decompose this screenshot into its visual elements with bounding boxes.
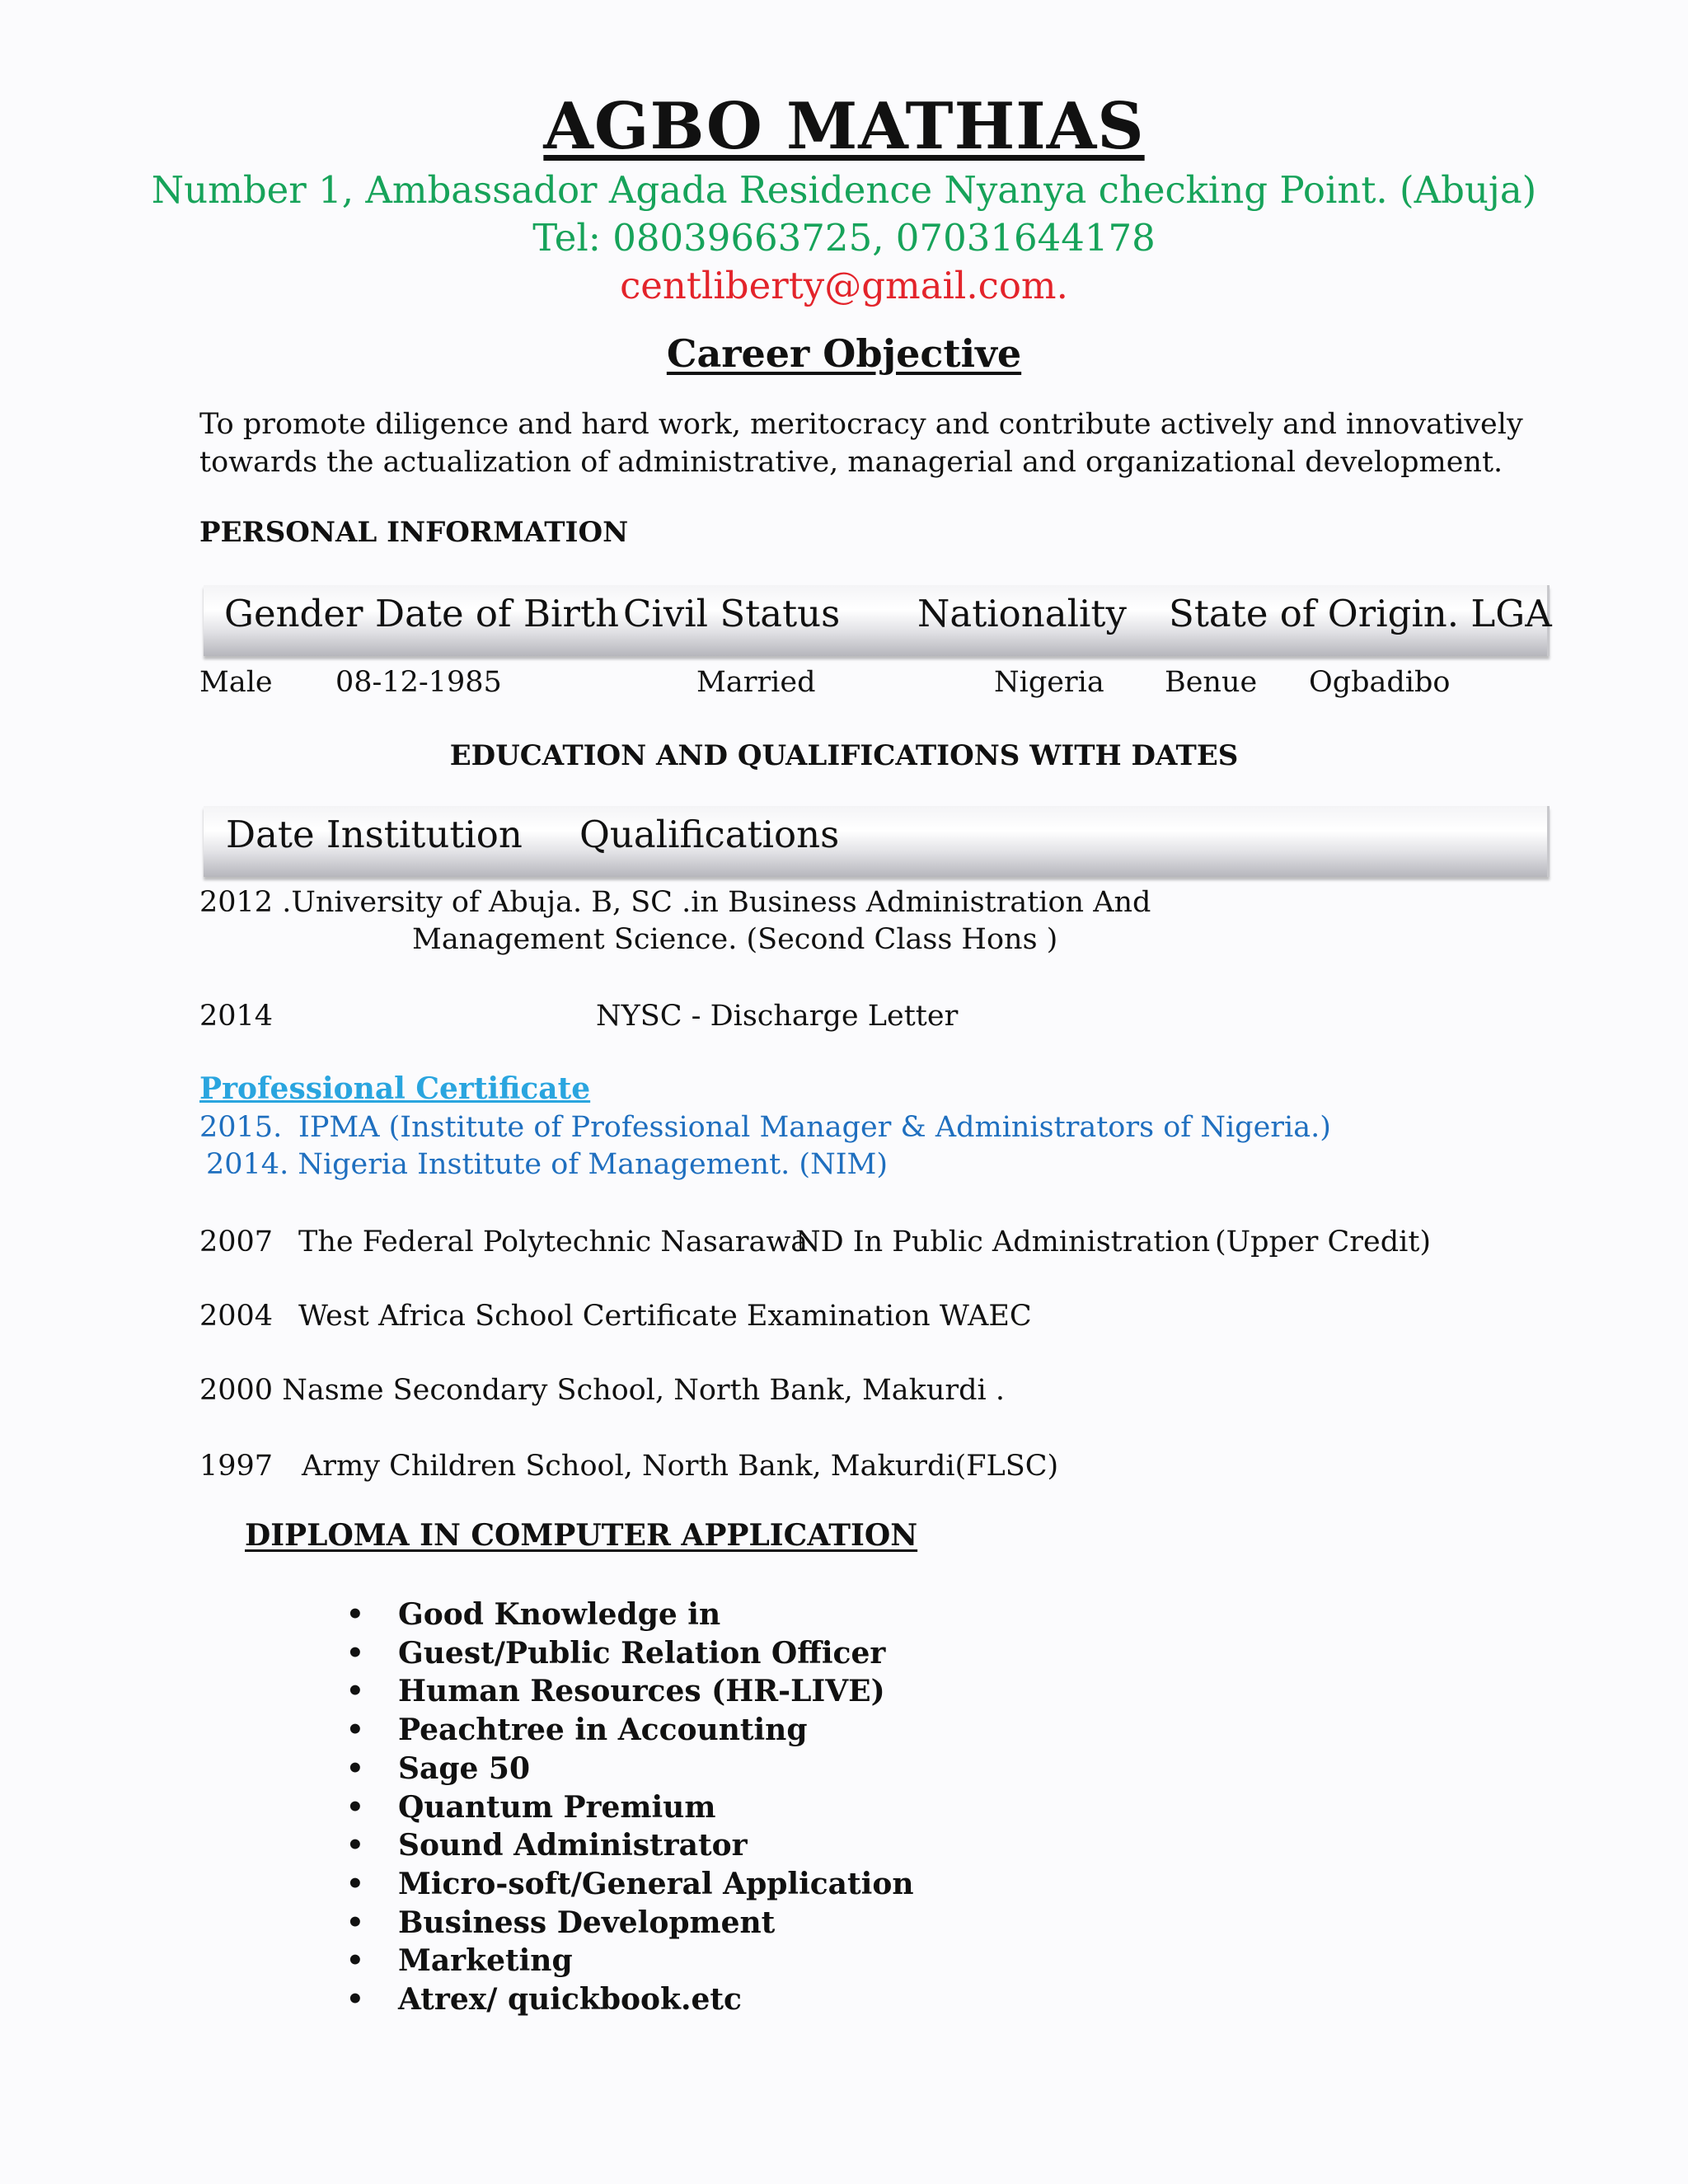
prof-2015-text: IPMA (Institute of Professional Manager & Administrators of Nigeria.) — [298, 1111, 1331, 1144]
skill-item: • Sage 50 — [346, 1750, 914, 1788]
edu-1997-text: Army Children School, North Bank, Makurdi(FLSC) — [302, 1450, 1059, 1483]
skill-item: • Human Resources (HR-LIVE) — [346, 1672, 914, 1711]
value-civil-status: Married — [696, 666, 816, 699]
skill-item: • Marketing — [346, 1942, 914, 1980]
phone-numbers: Tel: 08039663725, 07031644178 — [532, 216, 1156, 260]
edu-2004-year: 2004 — [199, 1300, 274, 1333]
education-heading: EDUCATION AND QUALIFICATIONS WITH DATES — [449, 739, 1239, 772]
value-gender: Male — [199, 666, 273, 699]
edu-2012-line2: Management Science. (Second Class Hons ) — [412, 923, 1058, 956]
header-gender: Gender — [224, 592, 363, 635]
address: Number 1, Ambassador Agada Residence Nyanya checking Point. (Abuja) — [151, 168, 1537, 212]
prof-2014-nim: 2014. Nigeria Institute of Management. (NIM) — [206, 1148, 889, 1181]
header-qualifications: Qualifications — [579, 813, 840, 856]
skills-list — [346, 1596, 914, 2019]
diploma-heading: DIPLOMA IN COMPUTER APPLICATION — [245, 1518, 918, 1553]
skill-item: • Good Knowledge in — [346, 1596, 914, 1634]
edu-2007-qualification: ND In Public Administration — [795, 1226, 1211, 1258]
skill-item: • Guest/Public Relation Officer — [346, 1634, 914, 1673]
header-civil-status: Civil Status — [623, 592, 841, 635]
personal-info-heading: PERSONAL INFORMATION — [199, 516, 629, 549]
edu-2007-institution: The Federal Polytechnic Nasarawa — [298, 1226, 809, 1258]
value-nationality: Nigeria — [994, 666, 1104, 699]
edu-2012-line1: 2012 .University of Abuja. B, SC .in Business Administration And — [199, 886, 1151, 919]
value-date-of-birth: 08-12-1985 — [335, 666, 502, 699]
value-state: Benue — [1165, 666, 1258, 699]
professional-certificate-heading: Professional Certificate — [199, 1071, 591, 1106]
skill-item: • Quantum Premium — [346, 1788, 914, 1827]
candidate-name: AGBO MATHIAS — [543, 89, 1145, 164]
header-date-institution: Date Institution — [226, 813, 523, 856]
skill-item: • Sound Administrator — [346, 1826, 914, 1865]
career-objective-heading: Career Objective — [666, 331, 1022, 376]
edu-2004-text: West Africa School Certificate Examination WAEC — [298, 1300, 1032, 1333]
skill-item: • Business Development — [346, 1904, 914, 1943]
value-lga: Ogbadibo — [1309, 666, 1451, 699]
skill-item: • Atrex/ quickbook.etc — [346, 1980, 914, 2019]
career-objective-text: To promote diligence and hard work, meritocracy and contribute actively and innovatively towards the actualization of administrative, managerial and organizational development. — [199, 408, 1523, 479]
skill-item: • Micro-soft/General Application — [346, 1865, 914, 1904]
prof-2015-year: 2015. — [199, 1111, 283, 1144]
edu-1997-year: 1997 — [199, 1450, 274, 1483]
header-date-of-birth: Date of Birth — [375, 592, 620, 635]
edu-2014-text: NYSC - Discharge Letter — [596, 1000, 959, 1033]
edu-2007-grade: (Upper Credit) — [1215, 1226, 1432, 1258]
edu-2014-year: 2014 — [199, 1000, 274, 1033]
edu-2000: 2000 Nasme Secondary School, North Bank, Makurdi . — [199, 1374, 1005, 1407]
skill-item: • Peachtree in Accounting — [346, 1711, 914, 1750]
edu-2007-year: 2007 — [199, 1226, 274, 1258]
email-link[interactable]: centliberty@gmail.com. — [620, 264, 1068, 307]
header-state-of-origin-lga: State of Origin. LGA — [1169, 592, 1552, 635]
header-nationality: Nationality — [917, 592, 1127, 635]
